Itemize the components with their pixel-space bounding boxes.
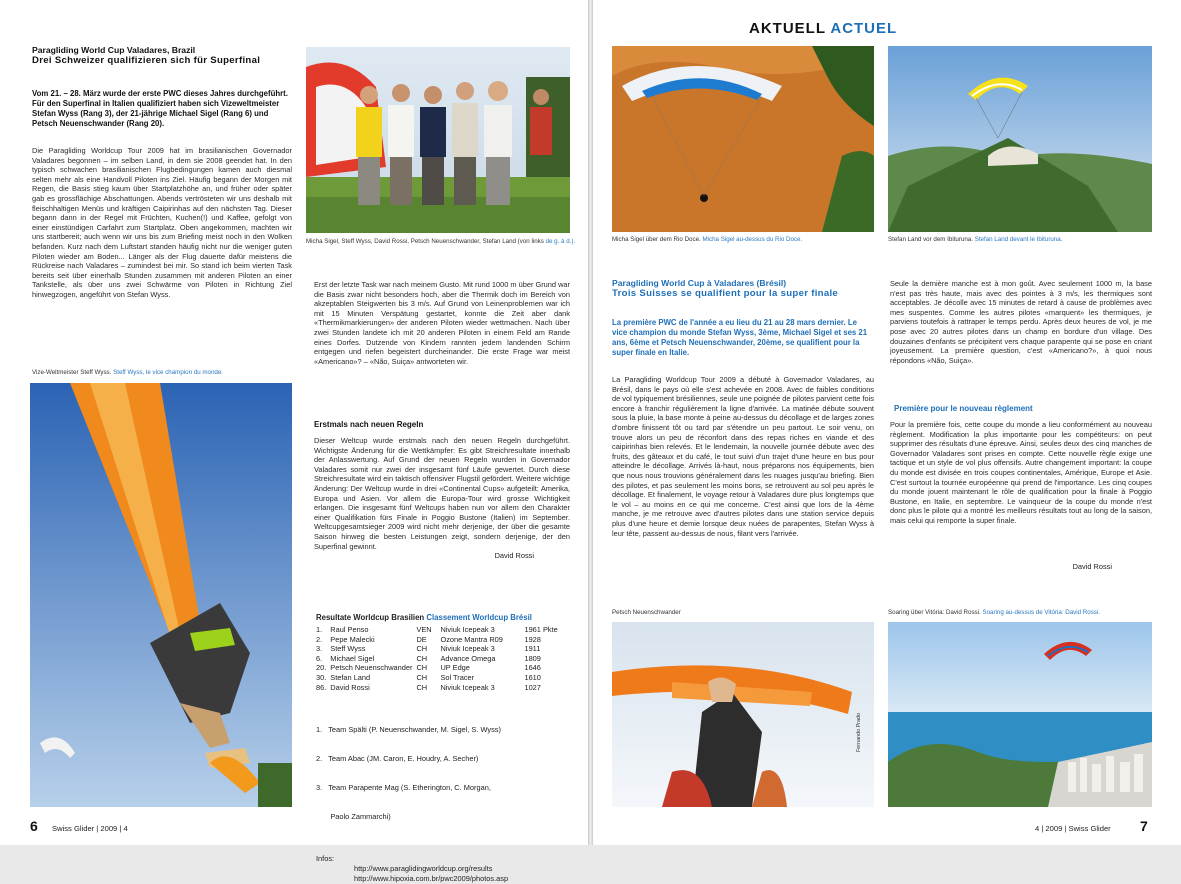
result-wing: UP Edge [440, 663, 470, 673]
article-de-col1 [32, 146, 292, 300]
steff-photo-caption [32, 369, 223, 377]
result-name: Steff Wyss [330, 644, 366, 654]
article-de-col2-p1: Erst der letzte Task war nach meinem Gusto. Mit rund 1000 m über Grund war die Basis zwar nicht besonders hoch, aber die Thermik doch im Bereich von akzeptablen Steigwerten bis 3 m/s. Auf Grund von Leinenproblemen war ich mit 15 Minuten Verspätung gestartet, konnte die Zeit aber dank «Thermikmarkierungen» der anderen Piloten wieder wettmachen. Nach über zwei Stunden landete ich mit 20 anderen Piloten in einem Feld am Rande eines Dorfes. Dutzende von Kindern rannten jedem landenden Schirm entgegen und riefen begeistert durcheinander. Die erste Frage war meist «Americano»? – «Não, Suiça» antworteten wir. [314, 280, 570, 366]
team-results [316, 706, 576, 840]
article-de-subhead: Erstmals nach neuen Regeln [314, 420, 424, 429]
result-points: 1961 Pkte [524, 625, 558, 634]
result-points: 1027 [524, 682, 541, 692]
article-de-kicker: Paragliding World Cup Valadares, Brazil [32, 45, 196, 55]
steff-caption-de: Vize-Weltmeister Steff Wyss. [32, 369, 112, 376]
vitoria-photo-image [888, 622, 1152, 807]
petsch-photo [612, 622, 874, 807]
team-result-line: 2. Team Abac (JM. Caron, E. Houdry, A. Secher) [316, 754, 479, 764]
infos-label: Infos: [316, 854, 335, 864]
results-title-fr: Classement Worldcup Brésil [426, 613, 532, 622]
steff-photo-image [30, 383, 292, 807]
table-row [316, 635, 562, 645]
article-fr-lead: La première PWC de l'année a eu lieu du 21 au 28 mars dernier. Le vice champion du monde Stefan Wyss, 3ème, Michael Sigel et ses 21 ans, 6ème et Petsch Neuenschwander, 20ème, se qualifient pour la super finale en Italie. [612, 318, 868, 357]
rio-doce-photo [612, 46, 874, 232]
ibituruna-caption-de: Stefan Land vor dem Ibituruna. [888, 236, 973, 243]
article-de-col2b-p1: Dieser Weltcup wurde erstmals nach den neuen Regeln durchgeführt. Wichtigste Änderung für die Wettkämpfer: Es gibt Streichresultate innerhalb der Anlasswertung. Auf Grund der neuen Regeln wurden in Governador Valadares somit nur zwei der insgesamt fünf Läufe gewertet. Durch diese Streichresultate wird ein taktisch offensiver Flugstil gefördert. Weitere wichtige Änderung: Der Weltcup wurde in drei «Continental Cups» aufgeteilt: Amerika, Europa und Asien. Vor allem die Europa-Tour wird grosse Wichtigkeit erlangen. Die insgesamt fünf Weltcups haben nun vor allem den Charakter einer Qualifikation fürs Finale in Poggio Bustone (Italien) im September. Weltcupgesamtsieger 2009 wird nicht mehr derjenige, der über die gesamte Saison hinweg die besten Leistungen zeigt, sondern derjenige, der den Superfinal gewinnt. [314, 436, 570, 551]
result-name: Michael Sigel [330, 653, 375, 663]
article-de-col2b [314, 436, 570, 551]
page-number-left: 6 [30, 818, 38, 834]
result-points: 1646 [524, 663, 541, 673]
result-nation: CH [416, 653, 428, 663]
result-rank: 1. [316, 625, 323, 634]
article-fr-header [612, 278, 874, 299]
folio-left: Swiss Glider | 2009 | 4 [52, 824, 128, 833]
team-result-line: 1. Team Spälti (P. Neuenschwander, M. Sigel, S. Wyss) [316, 725, 501, 735]
article-fr-col2 [890, 279, 1152, 365]
group-photo [306, 47, 570, 233]
result-rank: 6. [316, 653, 323, 663]
result-name: Raul Penso [330, 625, 369, 634]
article-de-header [32, 45, 292, 66]
article-fr-col1 [612, 375, 874, 538]
article-fr-col2-p1: Seule la dernière manche est à mon goût. Avec seulement 1000 m, la base n'est pas très haute, mais avec des pointes à 3 m/s, les thermiques sont acceptables. Je décolle avec 15 minutes de retard à cause de problèmes avec mes suspentes. Comme les autres pilotes «marquent» les thermiques, je parviens toutefois à rattraper le temps perdu. Après deux heures de vol, je me pose avec 20 autres pilotes dans un champ en bordure d'un village. Des douzaines d'enfants se précipitent vers chaque parapente qui se pose en criant joyeusement. La première question, c'est «Americano?», à quoi nous répondons «Não, Suiça». [890, 279, 1152, 365]
result-name: Stefan Land [330, 672, 371, 682]
vitoria-caption-fr: Soaring au-dessus de Vitória: David Rossi. [982, 609, 1100, 616]
vitoria-caption-de: Soaring über Vitória: David Rossi. [888, 609, 981, 616]
steff-caption-fr: Steff Wyss, le vice champion du monde. [113, 369, 223, 376]
vitoria-photo [888, 622, 1152, 807]
ibituruna-caption-fr: Stefan Land devant le Ibituruna. [974, 236, 1063, 243]
rio-caption-de: Micha Sigel über dem Rio Doce. [612, 236, 701, 243]
table-row [316, 663, 562, 673]
result-points: 1610 [524, 672, 541, 682]
article-fr-author: David Rossi [1072, 562, 1112, 571]
photo-credit: Fernando Prado [856, 713, 862, 752]
result-wing: Ozone Mantra R09 [440, 634, 503, 644]
rio-doce-photo-image [612, 46, 874, 232]
result-wing: Sol Tracer [440, 672, 475, 682]
result-nation: DE [416, 634, 427, 644]
results-block [316, 613, 576, 884]
table-row [316, 654, 562, 664]
left-page [0, 0, 588, 884]
results-table-body [316, 625, 562, 692]
group-photo-caption [306, 238, 575, 246]
infos-block [316, 854, 576, 884]
result-points: 1809 [524, 653, 541, 663]
result-nation: VEN [416, 625, 432, 634]
result-rank: 3. [316, 644, 323, 654]
article-de-col2 [314, 280, 570, 366]
infos-link-photos[interactable]: http://www.hipoxia.com.br/pwc2009/photos.asp [354, 874, 509, 884]
result-nation: CH [416, 644, 428, 654]
result-name: David Rossi [330, 682, 370, 692]
result-wing: Niviuk Icepeak 3 [440, 682, 495, 692]
group-caption-fr: de g. à d.). [545, 238, 576, 245]
article-de-lead: Vom 21. – 28. März wurde der erste PWC dieses Jahres durchgeführt. Für den Superfinal in Italien qualifiziert haben sich Vizeweltmeister Stefan Wyss (Rang 3), der 21-jährige Michael Sigel (Rang 6) und Petsch Neuenschwander (Rang 20). [32, 89, 288, 128]
folio-right: 4 | 2009 | Swiss Glider [1035, 824, 1111, 833]
table-row [316, 683, 562, 693]
ibituruna-photo [888, 46, 1152, 232]
article-fr-col2b-p1: Pour la première fois, cette coupe du monde a lieu conformément au nouveau règlement. Modification la plus importante pour les compétiteurs: on peut supprimer des résultats d'une épreuve. Ainsi, seules deux des cinq manches de Governador Valadares sont prises en compte. Cette nouvelle règle exige une tactique et un style de vol plus offensifs. Autre changement important: la coupe du monde est divisée en trois coupes continentales, Amérique, Europe et Asie. C'est surtout la tournée européenne qui prend de l'importance. Les cinq coupes du monde jouent maintenant le rôle de qualification pour la finale à Poggio Bustone, en Italie, en septembre. Le vainqueur de la coupe du monde n'est donc plus le pilote qui a montré les meilleurs résultats tout au long de la saison, mais celui qui remporte la super finale. [890, 420, 1152, 525]
result-rank: 2. [316, 634, 323, 644]
article-fr-subhead: Première pour le nouveau règlement [894, 404, 1033, 413]
result-points: 1911 [524, 644, 541, 654]
rubric-de: AKTUELL [749, 20, 826, 37]
article-de-author: David Rossi [494, 551, 534, 560]
group-photo-image [306, 47, 570, 233]
right-page [593, 0, 1181, 845]
result-rank: 20. [316, 663, 327, 673]
rubric [749, 20, 897, 37]
article-fr-kicker: Paragliding World Cup à Valadares (Brésil) [612, 278, 787, 288]
results-title [316, 613, 576, 622]
rubric-fr: ACTUEL [830, 20, 898, 37]
result-rank: 30. [316, 672, 327, 682]
article-de-title: Drei Schweizer qualifizieren sich für Superfinal [32, 55, 261, 66]
result-name: Pepe Malecki [330, 634, 375, 644]
table-row [316, 644, 562, 654]
article-fr-col2b [890, 420, 1152, 526]
result-wing: Advance Omega [440, 653, 496, 663]
result-points: 1928 [524, 634, 541, 644]
infos-link-results[interactable]: http://www.paraglidingworldcup.org/results [354, 864, 493, 874]
results-table [316, 625, 562, 692]
result-nation: CH [416, 682, 428, 692]
vitoria-caption [888, 609, 1100, 617]
table-row [316, 673, 562, 683]
result-nation: CH [416, 663, 428, 673]
steff-photo [30, 383, 292, 807]
rio-caption-fr: Micha Sigel au-dessus du Rio Doce. [702, 236, 803, 243]
article-fr-col1-p1: La Paragliding Worldcup Tour 2009 a débuté à Governador Valadares, au Brésil, dans le pays où elle s'est achevée en 2008. Avec de faibles conditions de vol typiquement brésiliennes, seule une poignée de pilotes parvient cette fois encore à franchir régulièrement la ligne d'arrivée. La matinée débute souvent sous la pluie, la base monte à peine au-dessus du décollage et de larges zones d'ombre finissent tôt ou tard par s'étendre un peu partout. Le soir venu, on trouve alors un peu de réconfort dans des repas riches en viande et des caipirinhas bien relevés. Et le lendemain, la nouvelle journée débute avec des fruits, des gâteaux et du café, le tout suivi d'un trajet d'une heure en bus pour atteindre le décollage. Arrivés là-haut, nous préparons nos équipements, bien que nous nous trouvions généralement dans les nuages jusqu'au briefing. Bien des pilotes, et pas seulement les moins bons, se retrouvent au sol peu après le décollage. Et finalement, le voyage retour à Valadares dure plus longtemps que le vol – au moins en ce qui me concerne. C'est ainsi que lors de la 4ème manche, je me retrouve avec d'autres pilotes dans une station service depuis plus d'une heure et demie lorsque deux nuées de parapentes, Stefan Wyss à leur tête, passent au-dessus de nous, filant vers l'arrivée. [612, 375, 874, 538]
table-row [316, 625, 562, 635]
petsch-photo-image [612, 622, 874, 807]
ibituruna-photo-image [888, 46, 1152, 232]
result-name: Petsch Neuenschwander [330, 663, 413, 673]
article-fr-title: Trois Suisses se qualifient pour la super finale [612, 288, 839, 299]
results-title-de: Resultate Worldcup Brasilien [316, 613, 425, 622]
result-wing: Niviuk Icepeak 3 [440, 625, 495, 634]
result-rank: 86. [316, 682, 327, 692]
rio-doce-caption [612, 236, 802, 244]
ibituruna-caption [888, 236, 1062, 244]
article-de-col1-p1: Die Paragliding Worldcup Tour 2009 hat im brasilianischen Governador Valadares begonnen – im selben Land, in dem sie 2008 geendet hat. In den typisch schwachen brasilianischen Flugbedingungen kamen auch diesmal selten mehr als eine Handvoll Piloten ins Ziel. Häufig begann der Morgen mit Regen, die Basis stieg kaum über Startplatzhöhe an, und früher oder später gab es grossflächige Abschattungen. Abends vertrösteten wir uns deshalb mit fleischhaltigen Menüs und kräftigen Caipirinhas auf den nächsten Tag. Dieser begann dann in der Regel mit Früchten, Kuchen(!) und Kaffee, gefolgt von einer einstündigen Carfahrt zum Startplatz. Oben angekommen, machten wir uns startbereit; auch wenn wir uns bis zum Briefing meist noch in den Wolken befanden. Kurz nach dem Luftstart standen häufig nicht nur die weniger guten Piloten wieder am Boden... Länger als der Flug dauerte dafür meistens die Rückreise nach Valadares – zumindest bei mir. So stand ich beim vierten Task bereits seit über einerhalb Stunden zusammen mit anderen Piloten an einer Tankstelle, als über uns zwei Schwärme von Piloten in Richtung Ziel hinwegzogen, angeführt von Stefan Wyss. [32, 146, 292, 299]
team-result-line: Paolo Zammarchi) [316, 811, 391, 821]
group-caption-de: Micha Sigel, Steff Wyss, David Rossi, Petsch Neuenschwander, Stefan Land (von links [306, 238, 544, 245]
result-nation: CH [416, 672, 428, 682]
petsch-caption: Petsch Neuenschwander [612, 609, 681, 616]
page-number-right: 7 [1140, 818, 1148, 834]
team-result-line: 3. Team Parapente Mag (S. Etherington, C. Morgan, [316, 782, 491, 792]
result-wing: Niviuk Icepeak 3 [440, 644, 495, 654]
